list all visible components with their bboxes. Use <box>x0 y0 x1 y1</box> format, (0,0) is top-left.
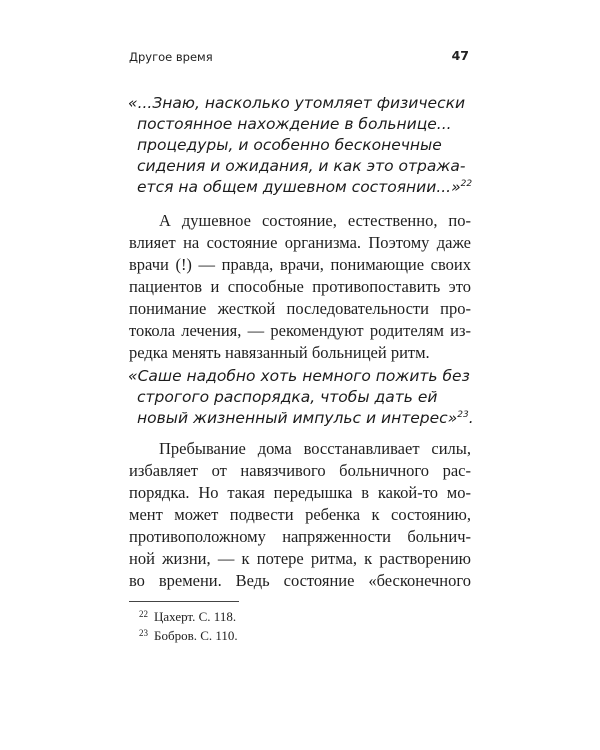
quote-block-1 <box>128 93 473 198</box>
footnote-text: Цахерт. С. 118. <box>154 609 237 624</box>
footnote-22 <box>139 606 238 625</box>
text-line: токола лечения, — рекомендуют родителям из- <box>129 321 471 340</box>
text-line: Пребывание дома восстанавливает силы, <box>159 439 471 458</box>
text-line: избавляет от навязчивого больничного рас- <box>129 461 471 480</box>
quote-line-last <box>128 177 473 198</box>
footnote-text: Бобров. С. 110. <box>154 628 238 643</box>
quote-line-last <box>128 408 473 429</box>
quote-block-2 <box>128 366 473 429</box>
footnote-divider <box>129 601 239 602</box>
text-line: мент может подвести ребенка к состоянию, <box>129 505 471 524</box>
text-line: пациентов и способные противопоставить это <box>129 277 471 296</box>
text-line: во времени. Ведь состояние «бесконечного <box>129 571 471 590</box>
text-line: ной жизни, — к потере ритма, к растворению <box>129 549 471 568</box>
page-number: 47 <box>451 48 469 63</box>
footnote-23 <box>139 625 238 644</box>
footnote-ref-23: 23 <box>457 410 469 420</box>
text-line: противоположному напряженности больнич- <box>129 527 471 546</box>
quote-line: процедуры, и особенно бесконечные <box>137 136 442 154</box>
quote-line: сидения и ожидания, и как это отража- <box>137 157 466 175</box>
footnote-number: 22 <box>139 609 148 619</box>
quote-line-text: ется на общем душевном состоянии...» <box>137 178 461 196</box>
quote-line: постоянное нахождение в больнице... <box>137 115 452 133</box>
text-line: порядка. Но такая передышка в какой-то мо- <box>129 483 471 502</box>
quote-line: строгого распорядка, чтобы дать ей <box>137 388 438 406</box>
text-line: влияет на состояние организма. Поэтому даже <box>129 233 471 252</box>
text-line: врачи (!) — правда, врачи, понимающие своих <box>129 255 471 274</box>
footnotes <box>139 606 238 644</box>
quote-line: «Саше надобно хоть немного пожить без <box>128 367 470 385</box>
paragraph-1 <box>129 210 471 364</box>
text-line: А душевное состояние, естественно, по- <box>159 211 471 230</box>
quote-tail: . <box>468 409 474 427</box>
text-line: редка менять навязанный больницей ритм. <box>129 343 430 362</box>
quote-line: «...Знаю, насколько утомляет физически <box>128 94 466 112</box>
quote-line-text: новый жизненный импульс и интерес» <box>137 409 458 427</box>
running-head: Другое время <box>129 50 213 64</box>
text-line: понимание жесткой последовательности про- <box>129 299 471 318</box>
footnote-ref-22: 22 <box>460 179 473 189</box>
paragraph-2 <box>129 438 471 592</box>
footnote-number: 23 <box>139 628 148 638</box>
